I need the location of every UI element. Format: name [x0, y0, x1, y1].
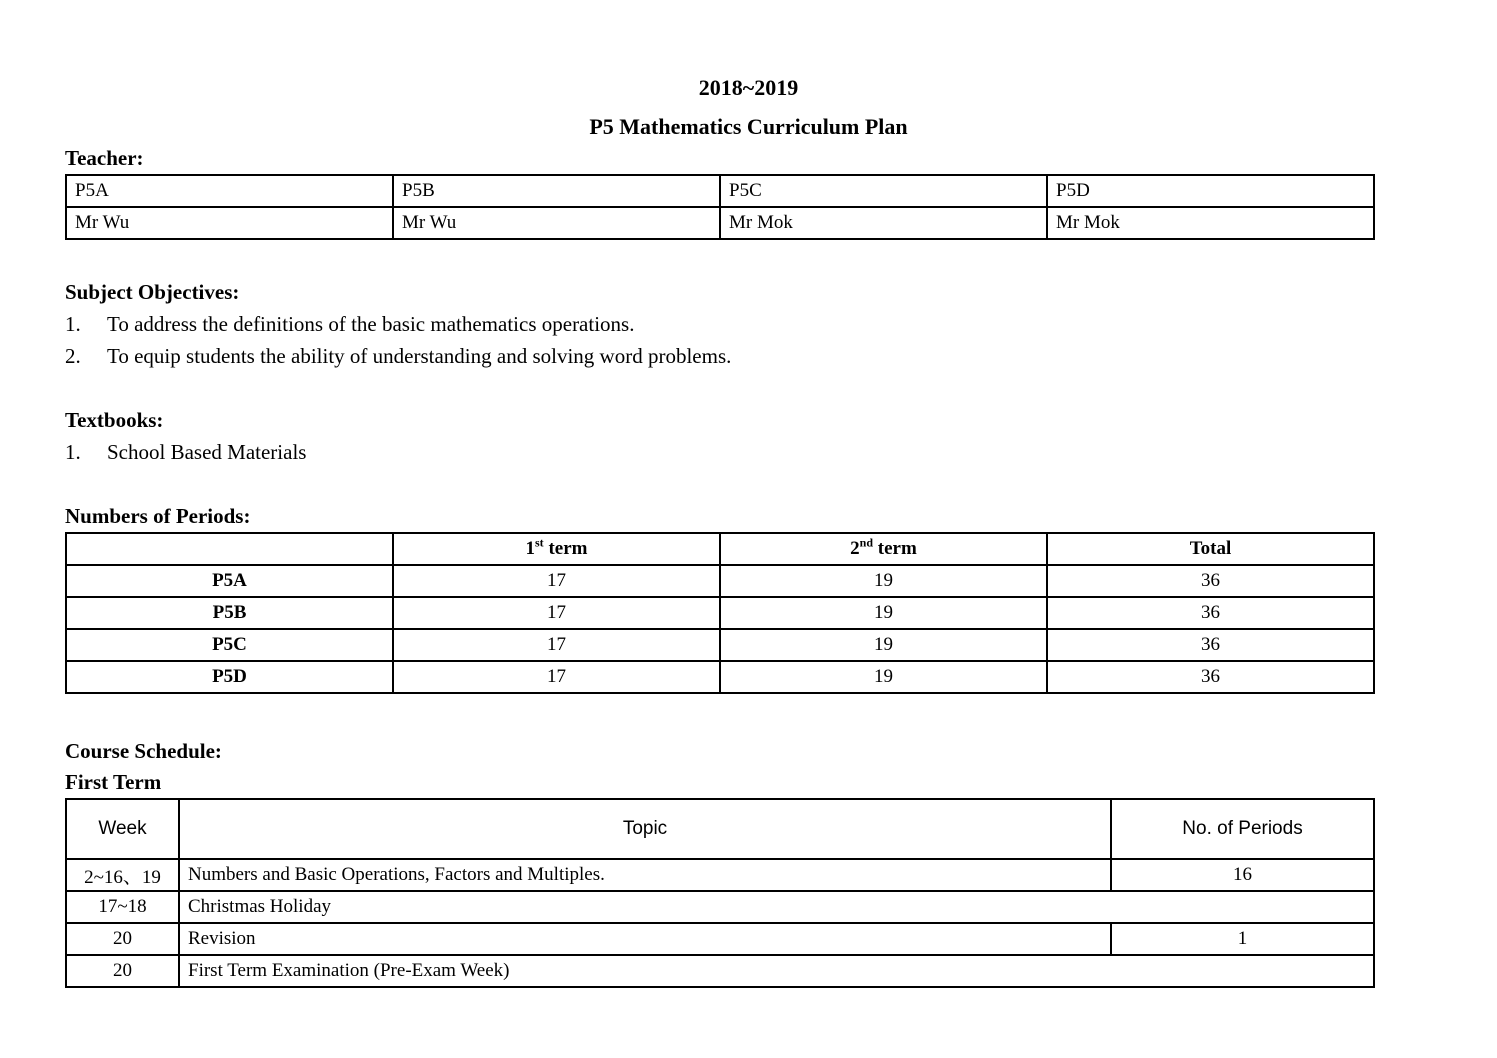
- periods-cell: 16: [1111, 859, 1374, 891]
- periods-table: [65, 532, 1375, 694]
- term1-header: 1st term: [393, 533, 720, 565]
- list-item: [65, 308, 731, 340]
- periods-cell: 1: [1111, 923, 1374, 955]
- term2-cell: 19: [720, 565, 1047, 597]
- table-row: [66, 661, 1374, 693]
- list-item: [65, 436, 306, 468]
- teacher-name-row: [66, 207, 1374, 239]
- objectives-heading: Subject Objectives:: [65, 280, 240, 304]
- table-row: [66, 923, 1374, 955]
- teacher-heading: Teacher:: [65, 146, 144, 170]
- list-number: 1.: [65, 312, 81, 336]
- topic-cell: Revision: [179, 923, 1111, 955]
- week-cell: 2~16、19: [66, 859, 179, 891]
- teacher-class-row: [66, 175, 1374, 207]
- document-title: P5 Mathematics Curriculum Plan: [589, 114, 908, 139]
- term2-cell: 19: [720, 661, 1047, 693]
- term2-cell: 19: [720, 629, 1047, 661]
- class-cell: P5B: [393, 175, 720, 207]
- class-cell: P5A: [66, 175, 393, 207]
- objectives-list: [65, 308, 731, 372]
- empty-header-cell: [66, 533, 393, 565]
- topic-cell: Numbers and Basic Operations, Factors and Multiples.: [179, 859, 1111, 891]
- class-cell: P5A: [66, 565, 393, 597]
- periods-header-row: [66, 533, 1374, 565]
- total-cell: 36: [1047, 661, 1374, 693]
- term1-cell: 17: [393, 597, 720, 629]
- class-cell: P5B: [66, 597, 393, 629]
- term1-cell: 17: [393, 629, 720, 661]
- table-row: [66, 565, 1374, 597]
- textbooks-list: [65, 436, 306, 468]
- total-header: Total: [1047, 533, 1374, 565]
- periods-heading: Numbers of Periods:: [65, 504, 251, 528]
- document-year: 2018~2019: [698, 75, 799, 100]
- teacher-cell: Mr Mok: [1047, 207, 1374, 239]
- periods-header: No. of Periods: [1111, 799, 1374, 859]
- topic-cell: First Term Examination (Pre-Exam Week): [179, 955, 1374, 987]
- total-cell: 36: [1047, 629, 1374, 661]
- week-header: Week: [66, 799, 179, 859]
- table-row: [66, 629, 1374, 661]
- first-term-heading: First Term: [65, 770, 162, 794]
- class-cell: P5D: [66, 661, 393, 693]
- teacher-cell: Mr Wu: [393, 207, 720, 239]
- list-text: School Based Materials: [107, 440, 307, 464]
- class-cell: P5C: [720, 175, 1047, 207]
- total-cell: 36: [1047, 565, 1374, 597]
- table-row: [66, 955, 1374, 987]
- schedule-heading: Course Schedule:: [65, 739, 222, 763]
- list-number: 2.: [65, 344, 81, 368]
- term2-cell: 19: [720, 597, 1047, 629]
- schedule-table: [65, 798, 1375, 988]
- list-number: 1.: [65, 440, 81, 464]
- textbooks-heading: Textbooks:: [65, 408, 164, 432]
- table-row: [66, 891, 1374, 923]
- list-text: To equip students the ability of understanding and solving word problems.: [107, 344, 732, 368]
- term1-cell: 17: [393, 661, 720, 693]
- term1-cell: 17: [393, 565, 720, 597]
- schedule-header-row: [66, 799, 1374, 859]
- week-cell: 20: [66, 923, 179, 955]
- class-cell: P5D: [1047, 175, 1374, 207]
- total-cell: 36: [1047, 597, 1374, 629]
- topic-header: Topic: [179, 799, 1111, 859]
- teacher-cell: Mr Wu: [66, 207, 393, 239]
- list-text: To address the definitions of the basic mathematics operations.: [107, 312, 635, 336]
- class-cell: P5C: [66, 629, 393, 661]
- term2-header: 2nd term: [720, 533, 1047, 565]
- table-row: [66, 859, 1374, 891]
- week-cell: 20: [66, 955, 179, 987]
- teacher-table: [65, 174, 1375, 240]
- week-cell: 17~18: [66, 891, 179, 923]
- teacher-cell: Mr Mok: [720, 207, 1047, 239]
- list-item: [65, 340, 731, 372]
- topic-cell: Christmas Holiday: [179, 891, 1374, 923]
- table-row: [66, 597, 1374, 629]
